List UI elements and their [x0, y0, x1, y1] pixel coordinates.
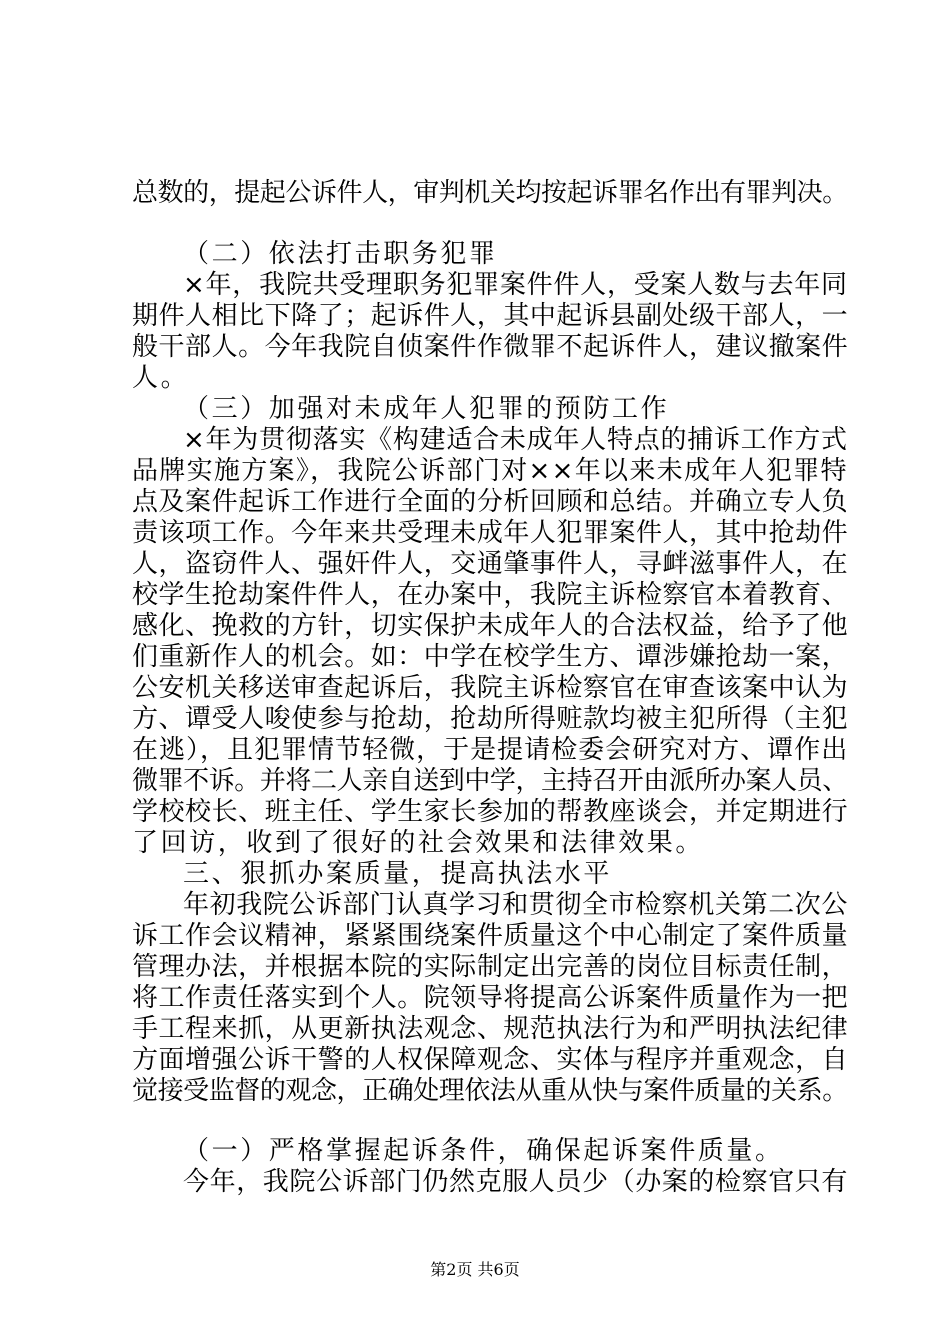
text-line: 年初我院公诉部门认真学习和贯彻全市检察机关第二次公 — [183, 890, 849, 920]
text-line: 方面增强公诉干警的人权保障观念、实体与程序并重观念，自 — [132, 1045, 849, 1075]
section-heading: 三、狠抓办案质量，提高执法水平 — [183, 859, 613, 889]
text-line: 手工程来抓，从更新执法观念、规范执法行为和严明执法纪律 — [132, 1014, 849, 1044]
section-heading: （三）加强对未成年人犯罪的预防工作 — [183, 394, 670, 424]
text-line: 点及案件起诉工作进行全面的分析回顾和总结。并确立专人负 — [132, 487, 849, 517]
text-line: 们重新作人的机会。如：中学在校学生方、谭涉嫌抢劫一案， — [132, 642, 849, 672]
text-line: 期件人相比下降了；起诉件人，其中起诉县副处级干部人，一 — [132, 301, 849, 331]
page-footer: 第2页 共6页 — [430, 1260, 520, 1279]
text-line: 将工作责任落实到个人。院领导将提高公诉案件质量作为一把 — [132, 983, 849, 1013]
text-line: 诉工作会议精神，紧紧围绕案件质量这个中心制定了案件质量 — [132, 921, 849, 951]
text-line: 觉接受监督的观念，正确处理依法从重从快与案件质量的关系。 — [132, 1076, 848, 1106]
text-line: 人，盗窃件人、强奸件人，交通肇事件人，寻衅滋事件人，在 — [132, 549, 849, 579]
text-line: 公安机关移送审查起诉后，我院主诉检察官在审查该案中认为 — [132, 673, 849, 703]
text-line: 了回访，收到了很好的社会效果和法律效果。 — [132, 828, 705, 858]
text-line: 今年，我院公诉部门仍然克服人员少（办案的检察官只有 — [183, 1167, 849, 1197]
text-line: 责该项工作。今年来共受理未成年人犯罪案件人，其中抢劫件 — [132, 518, 849, 548]
text-line: 方、谭受人唆使参与抢劫，抢劫所得赃款均被主犯所得（主犯 — [132, 704, 849, 734]
text-line: 学校校长、班主任、学生家长参加的帮教座谈会，并定期进行 — [132, 797, 849, 827]
text-line: 在逃），且犯罪情节轻微，于是提请检委会研究对方、谭作出 — [132, 735, 849, 765]
text-line: 人。 — [132, 363, 190, 393]
text-line: ×年为贯彻落实《构建适合未成年人特点的捕诉工作方式 — [183, 425, 848, 455]
text-line: 品牌实施方案》，我院公诉部门对××年以来未成年人犯罪特 — [132, 456, 848, 486]
text-line: 总数的，提起公诉件人，审判机关均按起诉罪名作出有罪判决。 — [132, 178, 848, 208]
text-line: 般干部人。今年我院自侦案件作微罪不起诉件人，建议撤案件 — [132, 332, 849, 362]
text-line: 校学生抢劫案件件人，在办案中，我院主诉检察官本着教育、 — [132, 580, 849, 610]
section-heading: （一）严格掌握起诉条件，确保起诉案件质量。 — [183, 1136, 784, 1166]
text-line: 管理办法，并根据本院的实际制定出完善的岗位目标责任制， — [132, 952, 849, 982]
text-line: ×年，我院共受理职务犯罪案件件人，受案人数与去年同 — [183, 270, 848, 300]
text-line: 感化、挽救的方针，切实保护未成年人的合法权益，给予了他 — [132, 611, 849, 641]
text-line: 微罪不诉。并将二人亲自送到中学，主持召开由派所办案人员、 — [132, 766, 848, 796]
section-heading: （二）依法打击职务犯罪 — [183, 239, 498, 269]
